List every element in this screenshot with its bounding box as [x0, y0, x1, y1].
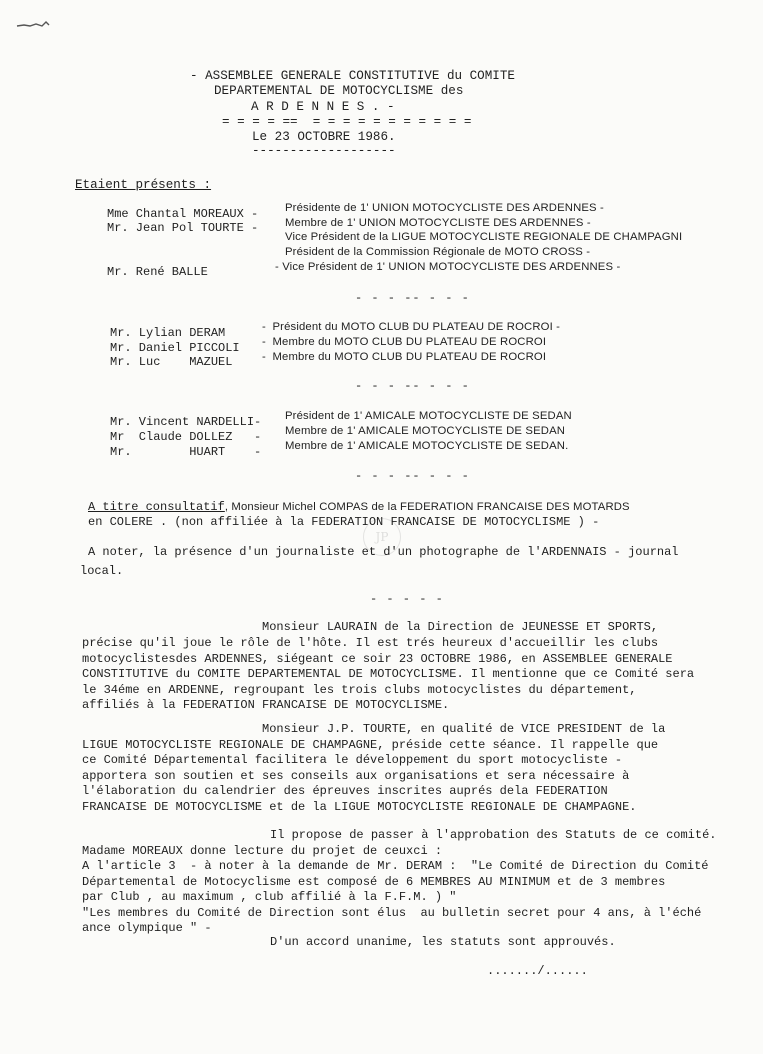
attendee-role: Membre de 1' UNION MOTOCYCLISTE DES ARDENNES - [285, 217, 591, 229]
para3-line: Départemental de Motocyclisme est composé de 6 MEMBRES AU MINIMUM et de 3 membres [82, 875, 666, 889]
continuation-marker: ......./...... [487, 964, 588, 978]
attendee-role: - Membre du MOTO CLUB DU PLATEAU DE ROCROI [262, 336, 547, 348]
meeting-date: Le 23 OCTOBRE 1986. [252, 130, 396, 144]
date-underline: ------------------- [252, 144, 396, 158]
title-line-2: DEPARTEMENTAL DE MOTOCYCLISME des [214, 84, 464, 98]
consultatif-line-1 [88, 500, 630, 514]
attendee-name: Mr. Luc MAZUEL [110, 355, 233, 369]
watermark-stamp: JP [363, 518, 401, 556]
noter-line-2: local. [80, 564, 124, 578]
consultatif-text: , Monsieur Michel COMPAS de la FEDERATION FRANCAISE DES MOTARDS [224, 501, 630, 513]
attendee-role: Membre de 1' AMICALE MOTOCYCLISTE DE SEDAN. [285, 440, 569, 452]
attendee-role: - Président du MOTO CLUB DU PLATEAU DE ROCROI - [262, 321, 561, 333]
attendee-name: Mr. Lylian DERAM [110, 326, 226, 340]
group-separator: - - - -- - - - [355, 469, 470, 483]
attendee-name: Mr. Jean Pol TOURTE - [107, 221, 259, 235]
attendee-name: Mr. Daniel PICCOLI [110, 341, 240, 355]
para3-line: Il propose de passer à l'approbation des Statuts de ce comité. [270, 828, 717, 842]
attendee-name: Mr. René BALLE [107, 265, 208, 279]
present-heading: Etaient présents : [75, 178, 212, 192]
para3-line: Madame MOREAUX donne lecture du projet de ceuxci : [82, 844, 443, 858]
para2-line: ce Comité Départemental facilitera le développement du sport motocycliste - [82, 753, 623, 767]
para2-line: LIGUE MOTOCYCLISTE REGIONALE DE CHAMPAGNE, préside cette séance. Il rappelle que [82, 738, 659, 752]
attendee-role: Vice Président de la LIGUE MOTOCYCLISTE REGIONALE DE CHAMPAGNI [285, 231, 683, 243]
title-underline: = = = = == = = = = = = = = = = = [222, 115, 472, 129]
attendee-name: Mr. Vincent NARDELLI- [110, 415, 262, 429]
para3-line: A l'article 3 - à noter à la demande de Mr. DERAM : "Le Comité de Direction du Comité [82, 859, 709, 873]
para2-line: apportera son soutien et ses conseils aux organisations et sera nécessaire à [82, 769, 630, 783]
group-separator: - - - -- - - - [355, 291, 470, 305]
para1-line: précise qu'il joue le rôle de l'hôte. Il est trés heureux d'accueillir les clubs [82, 636, 659, 650]
para1-line: affiliés à la FEDERATION FRANCAISE DE MOTOCYCLISME. [82, 698, 450, 712]
attendee-role: - Vice Président de 1' UNION MOTOCYCLISTE DES ARDENNES - [275, 261, 621, 273]
para1-line: motocyclistesdes ARDENNES, siégeant ce soir 23 OCTOBRE 1986, en ASSEMBLEE GENERALE [82, 652, 673, 666]
attendee-role: Présidente de 1' UNION MOTOCYCLISTE DES ARDENNES - [285, 202, 604, 214]
attendee-name: Mr. HUART - [110, 445, 262, 459]
consultatif-text-2: en COLERE . (non affiliée à la FEDERATION FRANCAISE DE MOTOCYCLISME ) - [88, 515, 600, 529]
accord-line: D'un accord unanime, les statuts sont approuvés. [270, 935, 616, 949]
para1-line: le 34éme en ARDENNE, regroupant les trois clubs motocyclistes du département, [82, 683, 637, 697]
attendee-name: Mr Claude DOLLEZ - [110, 430, 262, 444]
ink-mark [16, 20, 50, 30]
attendee-role: Président de 1' AMICALE MOTOCYCLISTE DE SEDAN [285, 410, 572, 422]
para2-line: Monsieur J.P. TOURTE, en qualité de VICE PRESIDENT de la [190, 722, 666, 736]
para2-line: FRANCAISE DE MOTOCYCLISME et de la LIGUE MOTOCYCLISTE REGIONALE DE CHAMPAGNE. [82, 800, 637, 814]
consultatif-label: A titre consultatif [88, 500, 225, 514]
para3-line: "Les membres du Comité de Direction sont élus au bulletin secret pour 4 ans, à l'éché [82, 906, 702, 920]
section-separator: - - - - - [370, 592, 444, 606]
title-line-1: - ASSEMBLEE GENERALE CONSTITUTIVE du COMITE [190, 69, 515, 83]
title-line-3: A R D E N N E S . - [251, 100, 395, 114]
para3-line: ance olympique " - [82, 921, 212, 935]
group-separator: - - - -- - - - [355, 379, 470, 393]
para2-line: l'élaboration du calendrier des épreuves inscrites auprés dela FEDERATION [82, 784, 608, 798]
para3-line: par Club , au maximum , club affilié à la F.F.M. ) " [82, 890, 457, 904]
para1-line: Monsieur LAURAIN de la Direction de JEUNESSE ET SPORTS, [190, 620, 659, 634]
attendee-role: Président de la Commission Régionale de MOTO CROSS - [285, 246, 591, 258]
attendee-name: Mme Chantal MOREAUX - [107, 207, 259, 221]
attendee-role: - Membre du MOTO CLUB DU PLATEAU DE ROCROI [262, 351, 547, 363]
attendee-role: Membre de 1' AMICALE MOTOCYCLISTE DE SEDAN [285, 425, 566, 437]
noter-line-1: A noter, la présence d'un journaliste et d'un photographe de l'ARDENNAIS - journal [88, 545, 679, 559]
para1-line: CONSTITUTIVE du COMITE DEPARTEMENTAL DE MOTOCYCLISME. Il mentionne que ce Comité sera [82, 667, 695, 681]
consultatif-line-2 [88, 515, 599, 529]
